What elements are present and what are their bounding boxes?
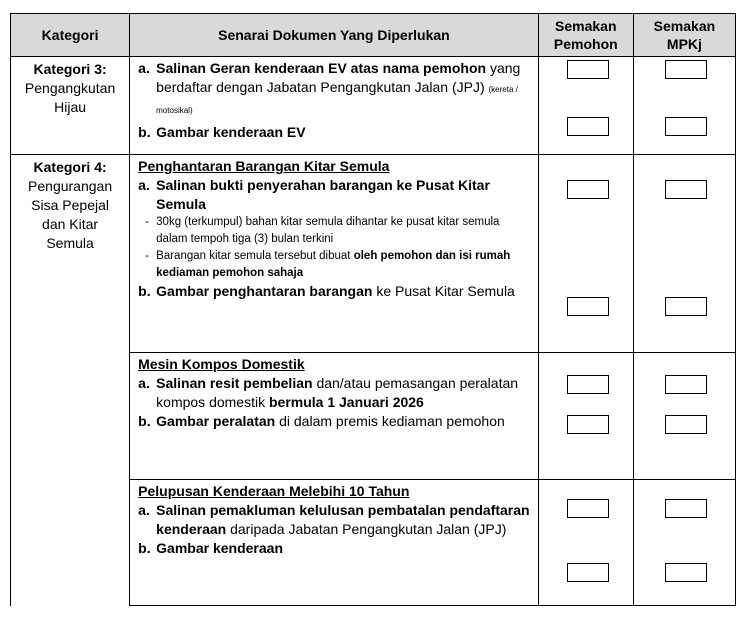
sub-item: - Barangan kitar semula tersebut dibuat oleh pemohon dan isi rumah kediaman pemohon sahaja	[145, 250, 511, 279]
mpkj-checkbox[interactable]	[665, 60, 707, 79]
mpkj-checkbox[interactable]	[665, 180, 707, 199]
header-semakan-mpkj: Semakan MPKj	[633, 14, 735, 57]
section-title: Mesin Kompos Domestik	[138, 356, 305, 372]
mpkj-checkbox[interactable]	[665, 563, 707, 582]
pemohon-check-cell	[538, 480, 633, 606]
doc-item: b. Gambar kenderaan	[138, 540, 283, 556]
doc-item: b. Gambar kenderaan EV	[138, 124, 306, 140]
mpkj-check-cell	[633, 155, 735, 353]
row-kategori-3	[11, 57, 736, 155]
mpkj-checkbox[interactable]	[665, 297, 707, 316]
doc-item: b. Gambar penghantaran barangan ke Pusat Kitar Semula	[138, 283, 515, 299]
doc-item: a. Salinan bukti penyerahan barangan ke Pusat Kitar Semula	[138, 177, 490, 212]
pemohon-checkbox[interactable]	[567, 297, 609, 316]
row-kategori-4-sec-1	[11, 155, 736, 353]
mpkj-checkbox[interactable]	[665, 415, 707, 434]
doc-item: a. Salinan Geran kenderaan EV atas nama pemohon yang berdaftar dengan Jabatan Pengangkutan Jalan (JPJ) (kereta / motosikal)	[138, 60, 521, 115]
section-title: Pelupusan Kenderaan Melebihi 10 Tahun	[138, 483, 410, 499]
header-semakan-pemohon: Semakan Pemohon	[538, 14, 633, 57]
kategori-3-label: Kategori 3:	[33, 61, 107, 77]
kategori-4-sec-1-documents	[130, 155, 539, 353]
section-title: Penghantaran Barangan Kitar Semula	[138, 158, 390, 174]
header-row	[11, 14, 736, 57]
pemohon-checkbox[interactable]	[567, 563, 609, 582]
mpkj-checkbox[interactable]	[665, 499, 707, 518]
kategori-3-name: Pengangkutan Hijau	[24, 80, 116, 115]
mpkj-checkbox[interactable]	[665, 117, 707, 136]
doc-item: b. Gambar peralatan di dalam premis kediaman pemohon	[138, 413, 505, 429]
doc-item: a. Salinan pemakluman kelulusan pembatalan pendaftaran kenderaan daripada Jabatan Pengangkutan Jalan (JPJ)	[138, 502, 530, 537]
mpkj-check-cell	[633, 480, 735, 606]
kategori-4-cell	[11, 155, 130, 606]
kategori-3-cell	[11, 57, 130, 155]
pemohon-check-cell	[538, 57, 633, 155]
pemohon-checkbox[interactable]	[567, 117, 609, 136]
pemohon-checkbox[interactable]	[567, 415, 609, 434]
kategori-4-sec-2-documents	[130, 353, 539, 480]
pemohon-checkbox[interactable]	[567, 375, 609, 394]
header-kategori: Kategori	[11, 14, 130, 57]
mpkj-checkbox[interactable]	[665, 375, 707, 394]
doc-item: a. Salinan resit pembelian dan/atau pemasangan peralatan kompos domestik bermula 1 Januari 2026	[138, 375, 519, 410]
kategori-3-documents	[130, 57, 539, 155]
kategori-4-name: Pengurangan Sisa Pepejal dan Kitar Semula	[28, 178, 113, 251]
mpkj-check-cell	[633, 353, 735, 480]
kategori-4-label: Kategori 4:	[33, 159, 107, 175]
kategori-4-sec-3-documents	[130, 480, 539, 606]
header-senarai-dokumen: Senarai Dokumen Yang Diperlukan	[130, 14, 539, 57]
mpkj-check-cell	[633, 57, 735, 155]
pemohon-check-cell	[538, 353, 633, 480]
sub-item: - 30kg (terkumpul) bahan kitar semula dihantar ke pusat kitar semula dalam tempoh tiga (3) bulan terkini	[145, 216, 500, 245]
pemohon-check-cell	[538, 155, 633, 353]
pemohon-checkbox[interactable]	[567, 60, 609, 79]
pemohon-checkbox[interactable]	[567, 499, 609, 518]
document-checklist-table	[10, 13, 736, 606]
pemohon-checkbox[interactable]	[567, 180, 609, 199]
